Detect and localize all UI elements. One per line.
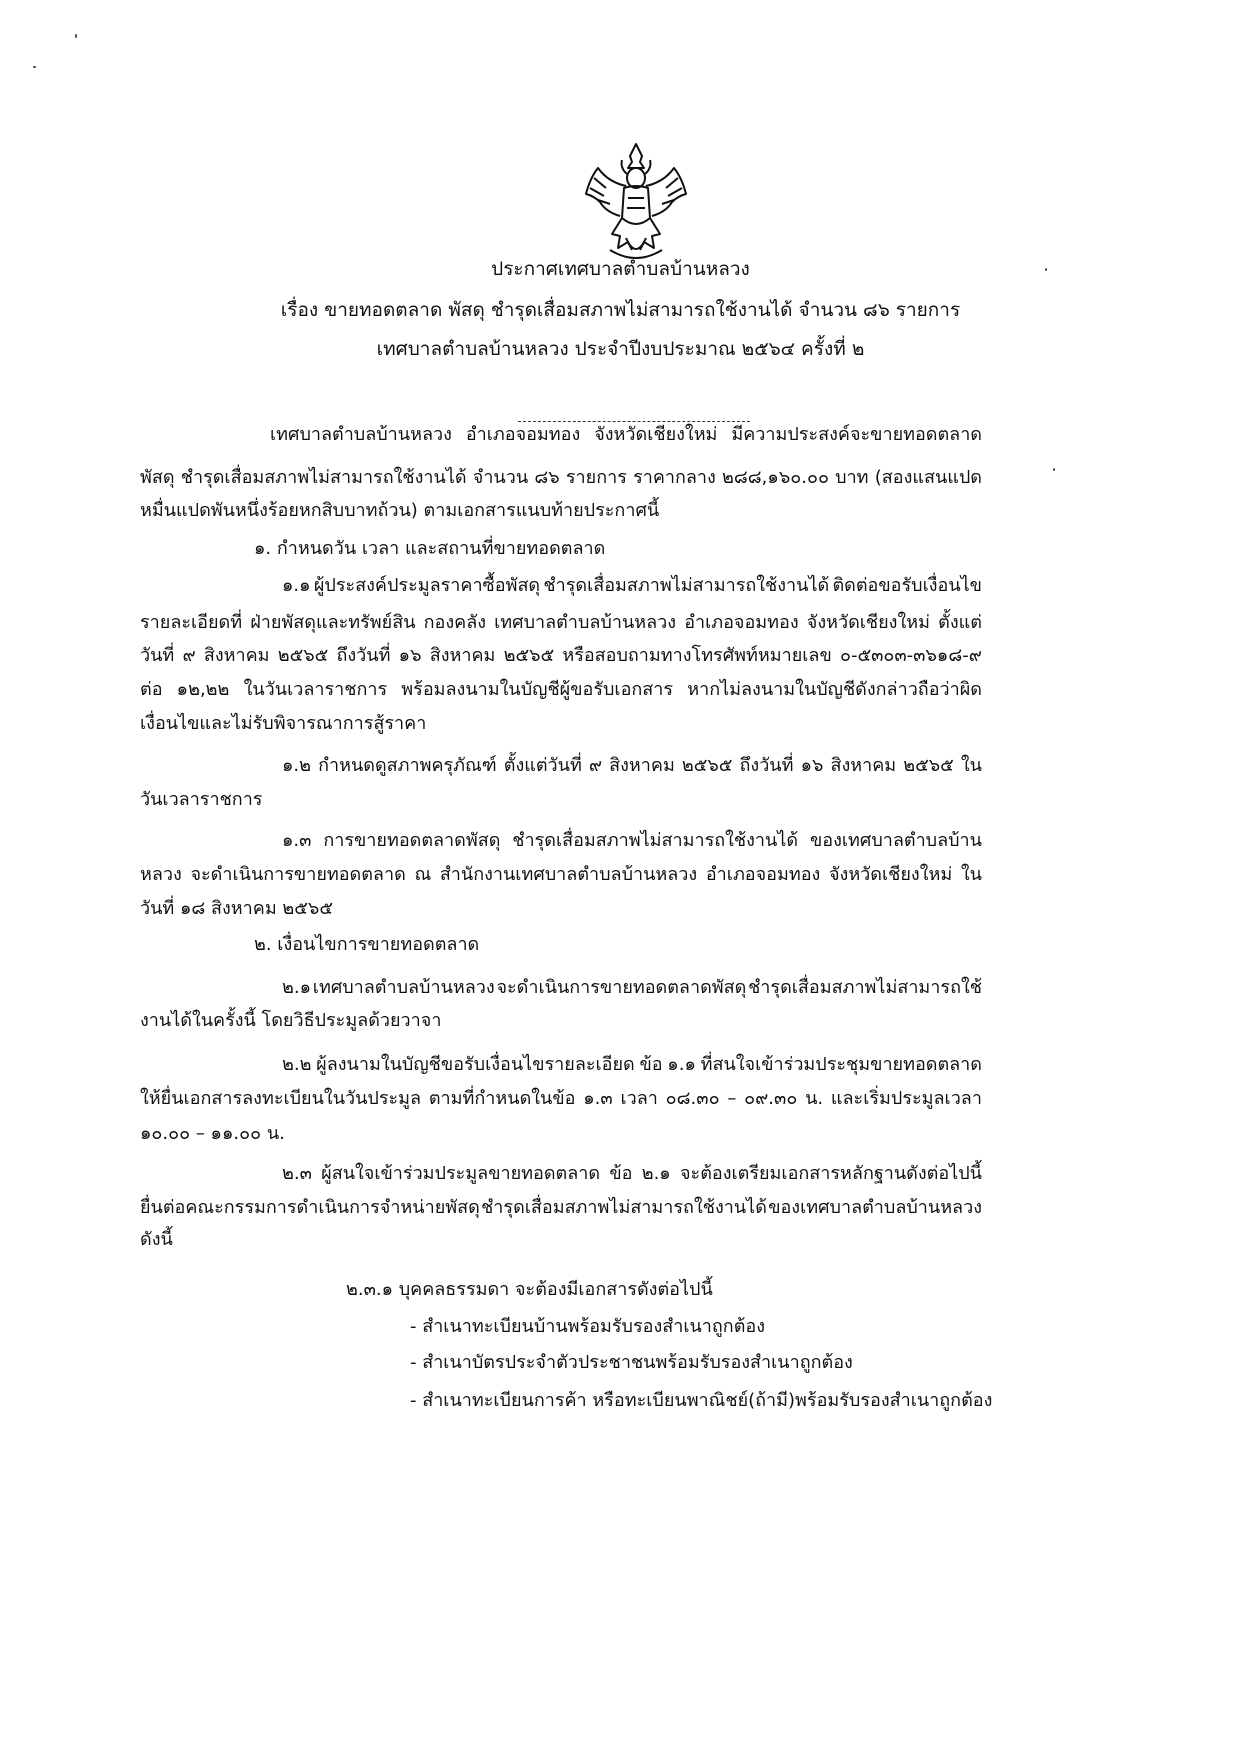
intro-line: เทศบาลตำบลบ้านหลวง อำเภอจอมทอง จังหวัดเชียงใหม่ มีความประสงค์จะขายทอดตลาด (270, 424, 982, 445)
intro-line: พัสดุ ชำรุดเสื่อมสภาพไม่สามารถใช้งานได้ จำนวน ๘๖ รายการ ราคากลาง ๒๘๘,๑๖๐.๐๐ บาท (สองแสนแปด (140, 467, 982, 488)
clause-2-2-line: ๒.๒ ผู้ลงนามในบัญชีขอรับเงื่อนไขรายละเอียด ข้อ ๑.๑ ที่สนใจเข้าร่วมประชุมขายทอดตลาด (282, 1054, 982, 1075)
required-document-item: - สำเนาบัตรประจำตัวประชาชนพร้อมรับรองสำเนาถูกต้อง (410, 1352, 853, 1373)
clause-1-3-line: วันที่ ๑๘ สิงหาคม ๒๕๖๕ (140, 898, 333, 919)
intro-line: หมื่นแปดพันหนึ่งร้อยหกสิบบาทถ้วน) ตามเอกสารแนบท้ายประกาศนี้ (140, 500, 660, 521)
garuda-emblem-icon (580, 138, 692, 266)
announcement-subject-line2: เทศบาลตำบลบ้านหลวง ประจำปีงบประมาณ ๒๕๖๔ ครั้งที่ ๒ (376, 338, 865, 360)
clause-2-3-line: ๒.๓ ผู้สนใจเข้าร่วมประมูลขายทอดตลาด ข้อ ๒.๑ จะต้องเตรียมเอกสารหลักฐานดังต่อไปนี้ (282, 1163, 982, 1184)
scan-speck (33, 66, 36, 68)
clause-1-1-line: ๑.๑ ผู้ประสงค์ประมูลราคาซื้อพัสดุ ชำรุดเสื่อมสภาพไม่สามารถใช้งานได้ ติดต่อขอรับเงื่อนไข (282, 575, 982, 596)
scan-speck (1053, 468, 1055, 471)
scan-speck (75, 34, 77, 38)
clause-2-3-line: ยื่นต่อคณะกรรมการดำเนินการจำหน่ายพัสดุ ชำรุดเสื่อมสภาพไม่สามารถใช้งานได้ ของเทศบาลตำบลบ้านหลวง (140, 1197, 982, 1218)
clause-2-2-line: ๑๐.๐๐ – ๑๑.๐๐ น. (140, 1123, 285, 1144)
announcement-subject: เรื่อง ขายทอดตลาด พัสดุ ชำรุดเสื่อมสภาพไม่สามารถใช้งานได้ จำนวน ๘๖ รายการ (280, 299, 961, 321)
clause-2-1-line: งานได้ในครั้งนี้ โดยวิธีประมูลด้วยวาจา (140, 1010, 442, 1031)
clause-1-3-line: ๑.๓ การขายทอดตลาดพัสดุ ชำรุดเสื่อมสภาพไม่สามารถใช้งานได้ ของเทศบาลตำบลบ้าน (282, 830, 982, 851)
clause-1-1-line: เงื่อนไขและไม่รับพิจารณาการสู้ราคา (140, 713, 427, 734)
required-document-item: - สำเนาทะเบียนการค้า หรือทะเบียนพาณิชย์(ถ้ามี)พร้อมรับรองสำเนาถูกต้อง (410, 1390, 993, 1411)
section-2-heading: ๒. เงื่อนไขการขายทอดตลาด (254, 934, 480, 955)
clause-2-3-line: ดังนี้ (140, 1229, 173, 1250)
clause-1-1-line: วันที่ ๙ สิงหาคม ๒๕๖๕ ถึงวันที่ ๑๖ สิงหาคม ๒๕๖๕ หรือสอบถามทางโทรศัพท์หมายเลข ๐-๕๓๐๓-๓๖๑๘-๙ (140, 645, 982, 666)
clause-2-2-line: ให้ยื่นเอกสารลงทะเบียนในวันประมูล ตามที่กำหนดในข้อ ๑.๓ เวลา ๐๘.๓๐ – ๐๙.๓๐ น. และเริ่มประมูลเวลา (140, 1088, 982, 1109)
clause-1-1-line: รายละเอียดที่ ฝ่ายพัสดุและทรัพย์สิน กองคลัง เทศบาลตำบลบ้านหลวง อำเภอจอมทอง จังหวัดเชียงใหม่ ตั้งแต่ (140, 612, 982, 633)
clause-1-1-line: ต่อ ๑๒,๒๒ ในวันเวลาราชการ พร้อมลงนามในบัญชีผู้ขอรับเอกสาร หากไม่ลงนามในบัญชีดังกล่าวถือว่าผิด (140, 679, 982, 700)
section-1-heading: ๑. กำหนดวัน เวลา และสถานที่ขายทอดตลาด (254, 538, 606, 559)
clause-2-3-1-heading: ๒.๓.๑ บุคคลธรรมดา จะต้องมีเอกสารดังต่อไปนี้ (346, 1279, 713, 1300)
clause-1-2-line: ๑.๒ กำหนดดูสภาพครุภัณฑ์ ตั้งแต่วันที่ ๙ สิงหาคม ๒๕๖๕ ถึงวันที่ ๑๖ สิงหาคม ๒๕๖๕ ใน (282, 755, 982, 776)
required-document-item: - สำเนาทะเบียนบ้านพร้อมรับรองสำเนาถูกต้อง (410, 1316, 765, 1337)
announcement-title: ประกาศเทศบาลตำบลบ้านหลวง (491, 258, 750, 280)
clause-1-3-line: หลวง จะดำเนินการขายทอดตลาด ณ สำนักงานเทศบาลตำบลบ้านหลวง อำเภอจอมทอง จังหวัดเชียงใหม่ ใน (140, 864, 982, 885)
clause-2-1-line: ๒.๑ เทศบาลตำบลบ้านหลวง จะดำเนินการขายทอดตลาดพัสดุ ชำรุดเสื่อมสภาพไม่สามารถใช้ (282, 977, 982, 998)
clause-1-2-line: วันเวลาราชการ (140, 789, 263, 810)
